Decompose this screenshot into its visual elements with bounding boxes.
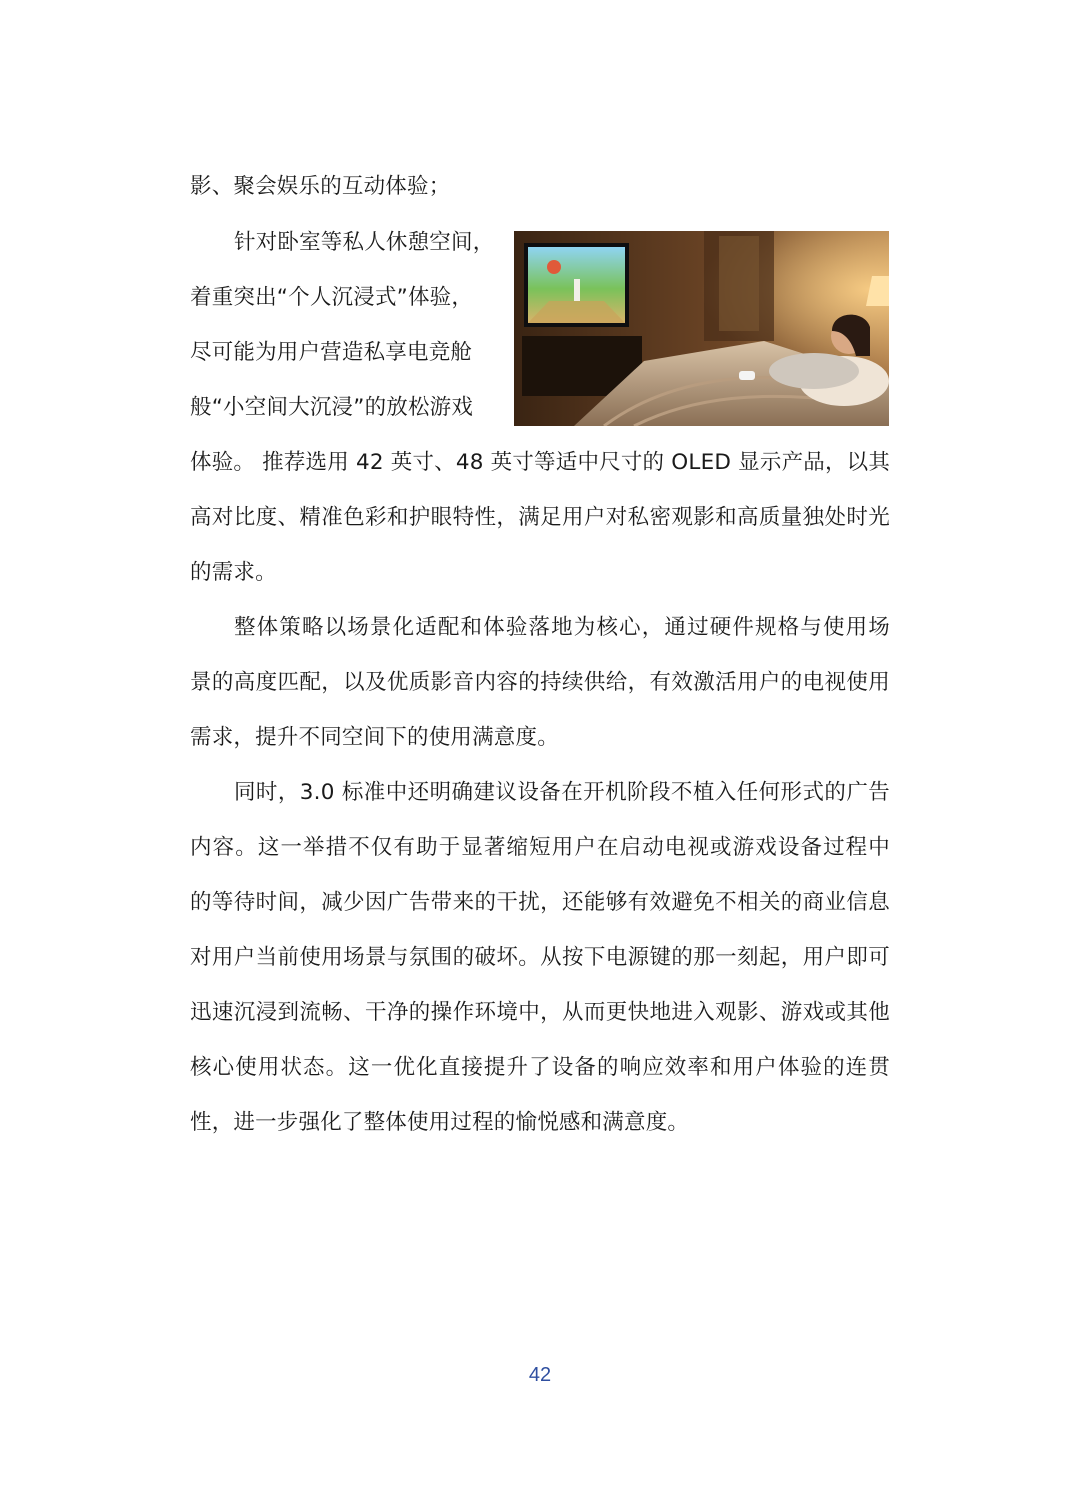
paragraph-line: 尽可能为用户营造私享电竞舱: [190, 340, 473, 365]
paragraph-line: 的等待时间，减少因广告带来的干扰，还能够有效避免不相关的商业信息: [190, 890, 890, 915]
paragraph-line: 体验。 推荐选用 42 英寸、48 英寸等适中尺寸的 OLED 显示产品，以其: [190, 450, 891, 475]
paragraph-line: 高对比度、精准色彩和护眼特性，满足用户对私密观影和高质量独处时光: [190, 505, 890, 530]
paragraph-line: 性，进一步强化了整体使用过程的愉悦感和满意度。: [190, 1110, 690, 1135]
paragraph-line: 整体策略以场景化适配和体验落地为核心，通过硬件规格与使用场: [234, 615, 890, 640]
paragraph-line: 同时，3.0 标准中还明确建议设备在开机阶段不植入任何形式的广告: [234, 780, 890, 805]
paragraph-line: 影、聚会娱乐的互动体验；: [190, 174, 451, 199]
paragraph-line: 景的高度匹配，以及优质影音内容的持续供给，有效激活用户的电视使用: [190, 670, 890, 695]
paragraph-line: 核心使用状态。这一优化直接提升了设备的响应效率和用户体验的连贯: [190, 1055, 890, 1080]
paragraph-line: 针对卧室等私人休憩空间，: [234, 230, 495, 255]
paragraph-line: 需求，提升不同空间下的使用满意度。: [190, 725, 559, 750]
page-number: 42: [528, 1364, 552, 1386]
paragraph-line: 内容。这一举措不仅有助于显著缩短用户在启动电视或游戏设备过程中: [190, 835, 890, 860]
bedroom-gaming-photo: [514, 231, 889, 426]
paragraph-line: 般“小空间大沉浸”的放松游戏: [190, 395, 474, 420]
paragraph-line: 对用户当前使用场景与氛围的破坏。从按下电源键的那一刻起，用户即可: [190, 945, 890, 970]
paragraph-line: 迅速沉浸到流畅、干净的操作环境中，从而更快地进入观影、游戏或其他: [190, 1000, 890, 1025]
paragraph-line: 的需求。: [190, 560, 277, 585]
paragraph-line: 着重突出“个人沉浸式”体验，: [190, 285, 474, 310]
